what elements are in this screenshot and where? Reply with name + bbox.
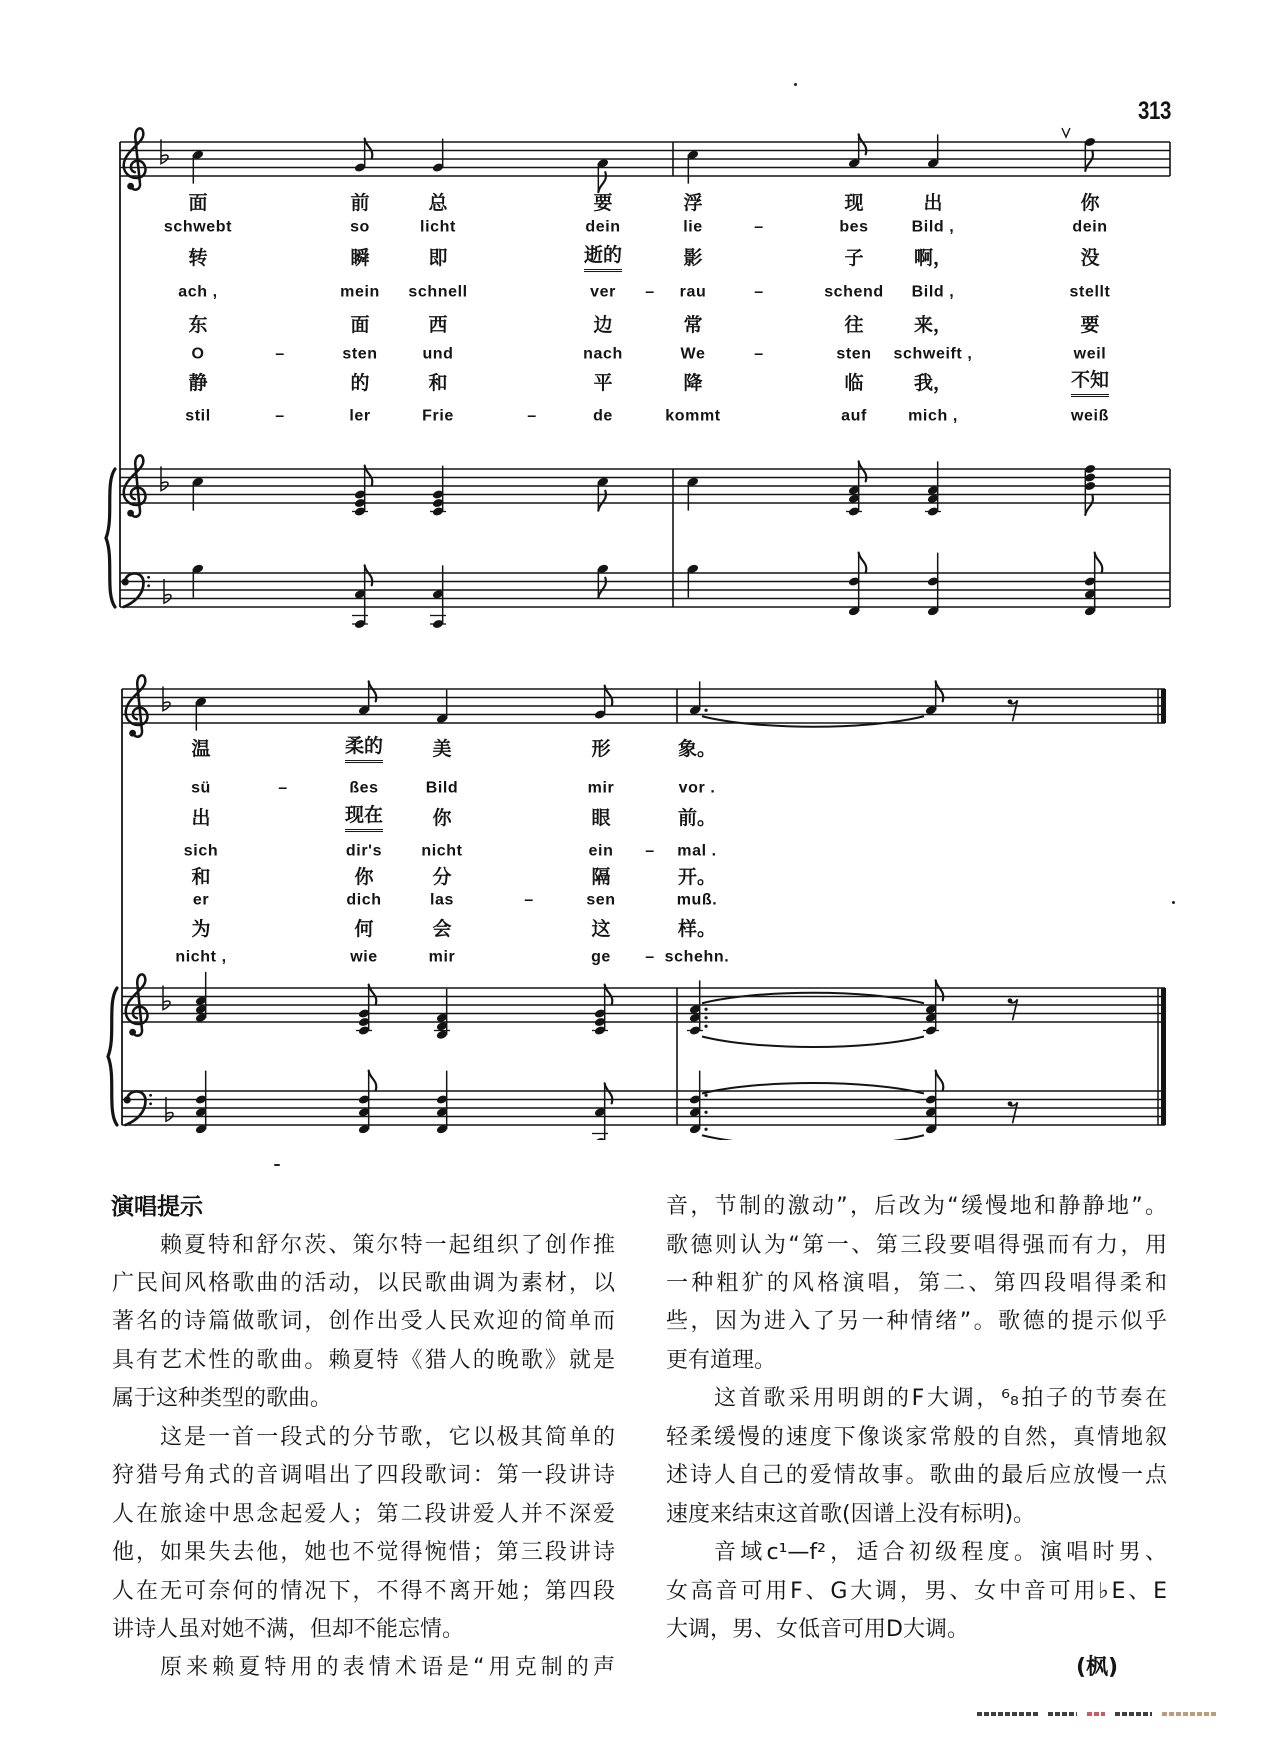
lyric-german: ver [590,283,616,301]
lyric-german: sen [586,891,616,909]
lyric-german: dein [1072,218,1108,236]
lyric-chinese: 子 [844,247,864,270]
lyric-german: nicht , [175,948,227,966]
lyric-chinese: 隔 [591,866,611,889]
lyric-chinese: 静 [188,372,208,395]
watermark-segment [1162,1712,1217,1716]
lyric-german: ein [588,842,614,860]
paragraph-line: 广民间风格歌曲的活动，以民歌曲调为素材，以 [112,1270,615,1296]
lyric-chinese: 分 [432,866,452,889]
lyric-chinese: 你 [1080,192,1100,215]
lyric-hyphen: – [754,218,764,236]
lyric-german: weil [1073,345,1107,363]
lyric-german: bes [839,218,869,236]
lyric-german: sü [191,779,211,797]
lyric-chinese: 出 [923,192,943,215]
lyric-chinese: 形 [591,738,611,761]
paragraph-line: 具有艺术性的歌曲。赖夏特《猎人的晚歌》就是 [112,1347,615,1373]
lyric-chinese: 往 [844,314,864,337]
scan-speck [1172,901,1175,904]
paragraph-line: 轻柔缓慢的速度下像谈家常般的自然，真情地叙 [666,1424,1167,1450]
paragraph-line: 狩猎号角式的音调唱出了四段歌词：第一段讲诗 [112,1463,615,1489]
lyric-german: vor . [678,779,716,797]
paragraph-line: 讲诗人虽对她不满，但却不能忘情。 [112,1617,465,1642]
lyric-german: nach [583,345,623,363]
lyric-german: dein [585,218,621,236]
lyric-german: dich [346,891,382,909]
lyric-chinese: 眼 [591,807,611,830]
lyric-german: las [429,891,455,909]
paragraph-line: 速度来结束这首歌(因谱上没有标明)。 [666,1501,1036,1527]
lyric-german: und [422,345,454,363]
lyric-chinese: 要 [593,192,613,215]
paragraph-line: 一种粗犷的风格演唱，第二、第四段唱得柔和 [666,1270,1167,1296]
lyric-chinese: 临 [844,372,864,395]
lyric-german: mich , [908,407,958,425]
lyric-chinese: 转 [188,247,208,270]
lyric-german: ler [349,407,371,425]
lyric-chinese: 现 [844,192,864,215]
paragraph-line: 大调，男、女低音可用D大调。 [666,1617,969,1642]
lyric-german: nicht [421,842,463,860]
lyric-chinese: 为 [191,918,211,941]
lyric-german: er [192,891,210,909]
lyric-chinese: 来， [913,314,953,337]
lyric-german: muß. [676,891,718,909]
lyric-chinese: 前。 [677,807,717,830]
paragraph-line: 这首歌采用明朗的F大调，⁶₈拍子的节奏在 [714,1386,1167,1412]
lyric-german: mal . [677,842,717,860]
watermark-segment [977,1712,1038,1716]
lyric-chinese: 美 [432,738,452,761]
lyric-german: schehn. [664,948,730,966]
lyric-chinese: 逝的 [584,246,622,272]
lyric-chinese: 你 [354,866,374,889]
lyric-german: mein [340,283,380,301]
lyric-chinese: 我， [913,372,953,395]
lyric-chinese: 瞬 [350,247,370,270]
paragraph-line: 著名的诗篇做歌词，创作出受人民欢迎的简单而 [112,1309,615,1335]
lyric-chinese: 象。 [677,738,717,761]
lyric-hyphen: – [275,345,285,363]
lyric-chinese: 要 [1080,314,1100,337]
author-signature: (枫) [1076,1655,1119,1680]
lyric-german: stil [185,407,211,425]
lyric-hyphen: – [527,407,537,425]
lyric-chinese: 影 [683,247,703,270]
lyric-chinese: 和 [428,372,448,395]
paragraph-line: 些，因为进入了另一种情绪”。歌德的提示似乎 [666,1309,1167,1335]
lyric-german: so [350,218,370,236]
paragraph-line: 这是一首一段式的分节歌，它以极其简单的 [160,1424,615,1450]
paragraph-line: 属于这种类型的歌曲。 [112,1386,333,1412]
lyric-chinese: 降 [683,372,703,395]
lyric-hyphen: – [645,283,655,301]
lyric-german: auf [841,407,867,425]
footer-watermark [977,1711,1217,1716]
lyric-german: licht [420,218,456,236]
lyric-german: schwebt [163,218,233,236]
paragraph-line: 女高音可用F、G大调，男、女中音可用♭E、E [666,1578,1167,1604]
lyric-hyphen: – [645,842,655,860]
lyric-chinese: 常 [683,314,703,337]
lyric-chinese: 的 [350,372,370,395]
paragraph-line: 音域c¹—f²，适合初级程度。演唱时男、 [714,1540,1167,1565]
lyric-chinese: 何 [354,918,374,941]
lyric-chinese: 面 [350,314,370,337]
lyric-german: ßes [349,779,379,797]
lyric-hyphen: – [645,948,655,966]
lyric-chinese: 面 [188,192,208,215]
lyric-chinese: 不知 [1071,371,1109,397]
watermark-segment [1048,1712,1077,1716]
lyric-chinese: 啊， [913,247,953,270]
lyric-chinese: 这 [591,918,611,941]
watermark-segment [1087,1712,1105,1716]
lyric-german: de [593,407,613,425]
lyric-german: Bild , [911,218,955,236]
lyric-german: sten [836,345,872,363]
lyric-german: ach , [178,283,218,301]
scan-speck [794,83,797,86]
paragraph-line: 人在旅途中思念起爱人；第二段讲爱人并不深爱 [112,1501,615,1527]
lyric-german: schweift , [893,345,973,363]
lyric-chinese: 前 [350,192,370,215]
lyric-hyphen: – [275,407,285,425]
lyric-chinese: 柔的 [345,737,383,763]
lyric-german: Bild , [911,283,955,301]
lyric-german: dir's [345,842,383,860]
paragraph-line: 人在无可奈何的情况下，不得不离开她；第四段 [112,1578,615,1604]
lyric-german: rau [679,283,707,301]
lyric-german: Bild [425,779,459,797]
lyric-german: schnell [408,283,468,301]
lyric-german: lie [683,218,703,236]
lyric-chinese: 你 [432,807,452,830]
lyric-chinese: 西 [428,314,448,337]
lyric-chinese: 出 [191,807,211,830]
lyric-german: O [191,345,205,363]
paragraph-line: 他，如果失去他，她也不觉得惋惜；第三段讲诗 [112,1540,615,1565]
page-number: 313 [1138,97,1171,125]
lyric-chinese: 边 [593,314,613,337]
lyric-chinese: 浮 [683,192,703,215]
lyric-chinese: 会 [432,918,452,941]
lyric-german: schend [824,283,884,301]
lyric-hyphen: – [278,779,288,797]
lyric-german: weiß [1071,407,1109,425]
lyric-chinese: 总 [428,192,448,215]
lyric-chinese: 现在 [345,806,383,832]
lyric-german: ge [591,948,611,966]
paragraph-line: 原来赖夏特用的表情术语是“用克制的声 [160,1655,615,1681]
lyric-chinese: 即 [428,247,448,270]
lyric-chinese: 温 [191,738,211,761]
lyric-chinese: 和 [191,866,211,889]
lyric-german: mir [428,948,456,966]
lyric-german: Frie [422,407,454,425]
lyric-chinese: 平 [593,372,613,395]
lyric-hyphen: – [754,283,764,301]
paragraph-line: 音，节制的激动”，后改为“缓慢地和静静地”。 [666,1194,1167,1219]
paragraph-line: 赖夏特和舒尔茨、策尔特一起组织了创作推 [160,1232,615,1258]
lyric-german: sich [183,842,219,860]
section-heading: 演唱提示 [111,1194,203,1220]
lyric-german: We [680,345,706,363]
lyric-german: sten [342,345,378,363]
scan-speck [274,1164,280,1166]
lyric-hyphen: – [524,891,534,909]
lyric-german: mir [587,779,615,797]
lyric-chinese: 开。 [677,866,717,889]
paragraph-line: 述诗人自己的爱情故事。歌曲的最后应放慢一点 [666,1463,1167,1489]
lyric-chinese: 没 [1080,247,1100,270]
lyric-german: stellt [1069,283,1111,301]
paragraph-line: 歌德则认为“第一、第三段要唱得强而有力，用 [666,1232,1167,1258]
lyric-german: kommt [665,407,721,425]
lyric-chinese: 东 [188,314,208,337]
lyric-hyphen: – [754,345,764,363]
lyric-chinese: 样。 [677,918,717,941]
paragraph-line: 更有道理。 [666,1347,777,1373]
lyric-german: wie [350,948,378,966]
watermark-segment [1115,1712,1152,1716]
